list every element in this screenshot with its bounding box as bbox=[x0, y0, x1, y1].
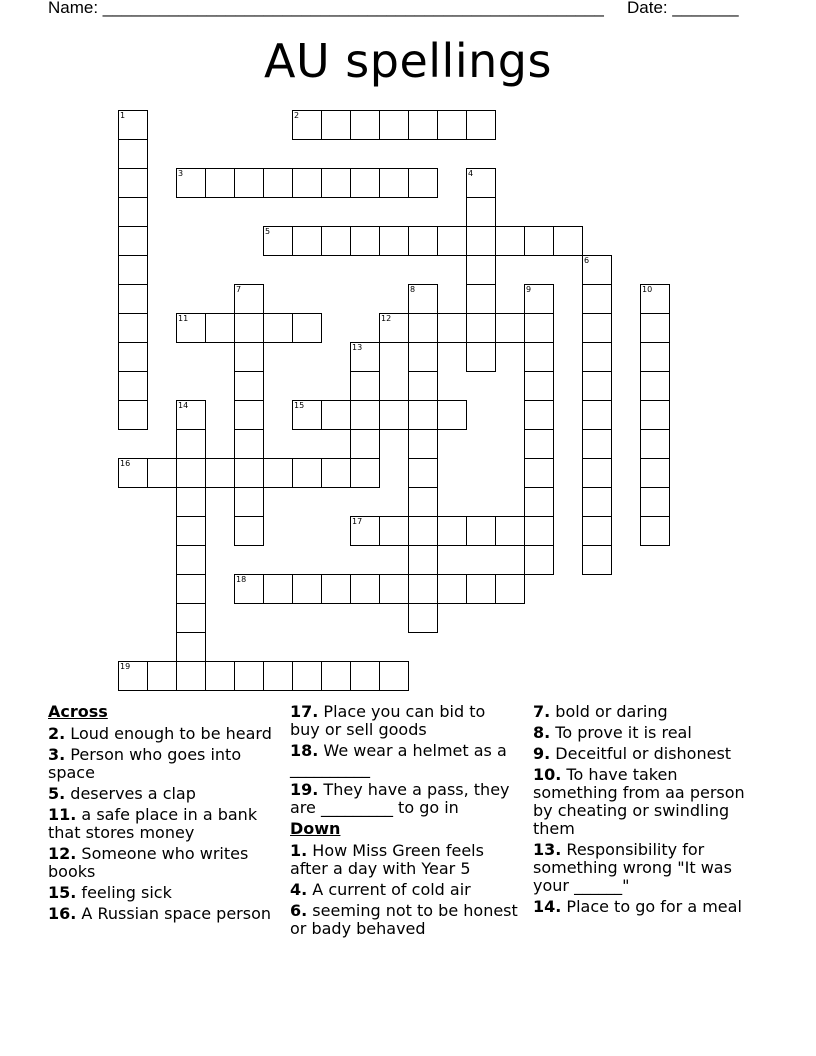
clue-item bbox=[533, 703, 758, 721]
grid-cell[interactable] bbox=[466, 516, 496, 546]
grid-cell[interactable] bbox=[292, 661, 322, 691]
grid-cell[interactable] bbox=[176, 487, 206, 517]
grid-cell[interactable] bbox=[582, 400, 612, 430]
grid-cell[interactable] bbox=[524, 371, 554, 401]
grid-cell[interactable] bbox=[582, 255, 612, 285]
clue-number: 16 bbox=[120, 459, 131, 468]
grid-cell[interactable] bbox=[408, 574, 438, 604]
grid-cell[interactable] bbox=[408, 458, 438, 488]
grid-cell[interactable] bbox=[234, 661, 264, 691]
clue-text: Someone who writes books bbox=[48, 844, 249, 881]
grid-cell[interactable] bbox=[118, 255, 148, 285]
grid-cell[interactable] bbox=[118, 400, 148, 430]
clue-item bbox=[48, 785, 276, 803]
grid-cell[interactable] bbox=[118, 284, 148, 314]
clue-item bbox=[48, 746, 276, 782]
grid-cell[interactable] bbox=[466, 574, 496, 604]
clue-item bbox=[290, 842, 520, 878]
grid-cell[interactable] bbox=[292, 168, 322, 198]
grid-cell[interactable] bbox=[524, 342, 554, 372]
grid-cell[interactable] bbox=[640, 516, 670, 546]
grid-cell[interactable] bbox=[495, 574, 525, 604]
clue-item bbox=[533, 841, 758, 895]
grid-cell[interactable] bbox=[234, 168, 264, 198]
grid-cell[interactable] bbox=[408, 371, 438, 401]
grid-cell[interactable] bbox=[524, 516, 554, 546]
grid-cell[interactable] bbox=[176, 603, 206, 633]
clue-number: 2 bbox=[294, 111, 300, 120]
grid-cell[interactable] bbox=[408, 342, 438, 372]
clue-number: 19 bbox=[120, 662, 131, 671]
clue-number: 1 bbox=[120, 111, 126, 120]
grid-cell[interactable] bbox=[466, 313, 496, 343]
clue-number: 17 bbox=[352, 517, 363, 526]
clue-number-label: 1. bbox=[290, 841, 308, 860]
grid-cell[interactable] bbox=[582, 313, 612, 343]
grid-cell[interactable] bbox=[408, 313, 438, 343]
clue-number-label: 4. bbox=[290, 880, 308, 899]
clue-number-label: 14. bbox=[533, 897, 562, 916]
clue-number-label: 8. bbox=[533, 723, 551, 742]
grid-cell[interactable] bbox=[176, 400, 206, 430]
grid-cell[interactable] bbox=[234, 371, 264, 401]
grid-cell[interactable] bbox=[379, 661, 409, 691]
grid-cell[interactable] bbox=[582, 516, 612, 546]
grid-cell[interactable] bbox=[408, 603, 438, 633]
grid-cell[interactable] bbox=[582, 429, 612, 459]
grid-cell[interactable] bbox=[379, 400, 409, 430]
clue-number: 5 bbox=[265, 227, 271, 236]
grid-cell[interactable] bbox=[292, 226, 322, 256]
clue-number-label: 2. bbox=[48, 724, 66, 743]
clue-number-label: 3. bbox=[48, 745, 66, 764]
grid-cell[interactable] bbox=[350, 429, 380, 459]
grid-cell[interactable] bbox=[408, 545, 438, 575]
grid-cell[interactable] bbox=[379, 516, 409, 546]
clue-item bbox=[533, 898, 758, 916]
clue-text: To prove it is real bbox=[550, 723, 692, 742]
clue-number: 6 bbox=[584, 256, 590, 265]
clue-number: 11 bbox=[178, 314, 189, 323]
clue-item bbox=[48, 845, 276, 881]
grid-cell[interactable] bbox=[350, 516, 380, 546]
clue-text: How Miss Green feels after a day with Year 5 bbox=[290, 841, 484, 878]
grid-cell[interactable] bbox=[408, 429, 438, 459]
grid-cell[interactable] bbox=[524, 429, 554, 459]
grid-cell[interactable] bbox=[118, 110, 148, 140]
clue-text: Deceitful or dishonest bbox=[550, 744, 732, 763]
grid-cell[interactable] bbox=[147, 661, 177, 691]
clue-text: A current of cold air bbox=[307, 880, 471, 899]
grid-cell[interactable] bbox=[379, 110, 409, 140]
grid-cell[interactable] bbox=[176, 545, 206, 575]
date-field: Date: _______ bbox=[627, 0, 739, 17]
grid-cell[interactable] bbox=[292, 110, 322, 140]
grid-cell[interactable] bbox=[640, 371, 670, 401]
clue-number-label: 5. bbox=[48, 784, 66, 803]
grid-cell[interactable] bbox=[640, 487, 670, 517]
grid-cell[interactable] bbox=[234, 574, 264, 604]
grid-cell[interactable] bbox=[495, 313, 525, 343]
grid-cell[interactable] bbox=[437, 226, 467, 256]
grid-cell[interactable] bbox=[176, 458, 206, 488]
grid-cell[interactable] bbox=[321, 661, 351, 691]
grid-cell[interactable] bbox=[118, 371, 148, 401]
grid-cell[interactable] bbox=[553, 226, 583, 256]
clue-number-label: 18. bbox=[290, 741, 319, 760]
clue-text: a safe place in a bank that stores money bbox=[48, 805, 258, 842]
grid-cell[interactable] bbox=[176, 632, 206, 662]
clue-number-label: 16. bbox=[48, 904, 77, 923]
grid-cell[interactable] bbox=[437, 110, 467, 140]
grid-cell[interactable] bbox=[263, 313, 293, 343]
clue-number: 12 bbox=[381, 314, 392, 323]
clue-number-label: 9. bbox=[533, 744, 551, 763]
clue-number-label: 19. bbox=[290, 780, 319, 799]
grid-cell[interactable] bbox=[466, 226, 496, 256]
grid-cell[interactable] bbox=[495, 226, 525, 256]
clue-text: Place to go for a meal bbox=[561, 897, 742, 916]
grid-cell[interactable] bbox=[640, 313, 670, 343]
grid-cell[interactable] bbox=[582, 371, 612, 401]
clue-number-label: 6. bbox=[290, 901, 308, 920]
grid-cell[interactable] bbox=[524, 487, 554, 517]
clue-text: Person who goes into space bbox=[48, 745, 242, 782]
clue-item bbox=[533, 766, 758, 838]
grid-cell[interactable] bbox=[640, 284, 670, 314]
grid-cell[interactable] bbox=[292, 574, 322, 604]
grid-cell[interactable] bbox=[205, 661, 235, 691]
grid-cell[interactable] bbox=[234, 284, 264, 314]
clue-text: They have a pass, they are _________ to go in bbox=[290, 780, 510, 817]
grid-cell[interactable] bbox=[350, 110, 380, 140]
grid-cell[interactable] bbox=[437, 313, 467, 343]
clue-item bbox=[290, 742, 520, 778]
grid-cell[interactable] bbox=[350, 458, 380, 488]
grid-cell[interactable] bbox=[408, 400, 438, 430]
grid-cell[interactable] bbox=[118, 197, 148, 227]
grid-cell[interactable] bbox=[466, 197, 496, 227]
grid-cell[interactable] bbox=[321, 400, 351, 430]
grid-cell[interactable] bbox=[205, 458, 235, 488]
clues-column-1 bbox=[48, 703, 276, 926]
clue-text: feeling sick bbox=[76, 883, 172, 902]
grid-cell[interactable] bbox=[321, 226, 351, 256]
grid-cell[interactable] bbox=[582, 545, 612, 575]
grid-cell[interactable] bbox=[437, 516, 467, 546]
grid-cell[interactable] bbox=[640, 458, 670, 488]
grid-cell[interactable] bbox=[408, 226, 438, 256]
grid-cell[interactable] bbox=[466, 110, 496, 140]
clue-number-label: 17. bbox=[290, 702, 319, 721]
grid-cell[interactable] bbox=[466, 255, 496, 285]
grid-cell[interactable] bbox=[292, 458, 322, 488]
grid-cell[interactable] bbox=[234, 458, 264, 488]
grid-cell[interactable] bbox=[524, 313, 554, 343]
grid-cell[interactable] bbox=[263, 226, 293, 256]
grid-cell[interactable] bbox=[350, 574, 380, 604]
clue-number: 14 bbox=[178, 401, 189, 410]
clue-item bbox=[48, 905, 276, 923]
grid-cell[interactable] bbox=[176, 661, 206, 691]
clues-column-3 bbox=[533, 703, 758, 919]
grid-cell[interactable] bbox=[263, 458, 293, 488]
grid-cell[interactable] bbox=[524, 458, 554, 488]
grid-cell[interactable] bbox=[408, 110, 438, 140]
grid-cell[interactable] bbox=[263, 574, 293, 604]
grid-cell[interactable] bbox=[205, 168, 235, 198]
grid-cell[interactable] bbox=[350, 168, 380, 198]
grid-cell[interactable] bbox=[292, 313, 322, 343]
clue-number: 15 bbox=[294, 401, 305, 410]
grid-cell[interactable] bbox=[495, 516, 525, 546]
clue-number: 7 bbox=[236, 285, 242, 294]
grid-cell[interactable] bbox=[176, 429, 206, 459]
grid-cell[interactable] bbox=[379, 226, 409, 256]
grid-cell[interactable] bbox=[292, 400, 322, 430]
clue-number-label: 13. bbox=[533, 840, 562, 859]
grid-cell[interactable] bbox=[640, 342, 670, 372]
clue-item bbox=[48, 725, 276, 743]
grid-cell[interactable] bbox=[582, 487, 612, 517]
grid-cell[interactable] bbox=[379, 574, 409, 604]
grid-cell[interactable] bbox=[466, 168, 496, 198]
grid-cell[interactable] bbox=[118, 458, 148, 488]
grid-cell[interactable] bbox=[176, 168, 206, 198]
clue-number: 8 bbox=[410, 285, 416, 294]
grid-cell[interactable] bbox=[147, 458, 177, 488]
across-heading: Across bbox=[48, 702, 108, 721]
grid-cell[interactable] bbox=[408, 168, 438, 198]
grid-cell[interactable] bbox=[176, 313, 206, 343]
clue-number-label: 15. bbox=[48, 883, 77, 902]
clue-number: 4 bbox=[468, 169, 474, 178]
clue-text: We wear a helmet as a __________ bbox=[290, 741, 507, 778]
clues-column-2 bbox=[290, 703, 520, 941]
grid-cell[interactable] bbox=[118, 168, 148, 198]
clue-number-label: 12. bbox=[48, 844, 77, 863]
grid-cell[interactable] bbox=[234, 429, 264, 459]
clue-item bbox=[290, 881, 520, 899]
grid-cell[interactable] bbox=[379, 313, 409, 343]
grid-cell[interactable] bbox=[118, 226, 148, 256]
grid-cell[interactable] bbox=[118, 661, 148, 691]
clue-text: Loud enough to be heard bbox=[65, 724, 272, 743]
grid-cell[interactable] bbox=[234, 487, 264, 517]
clue-number-label: 10. bbox=[533, 765, 562, 784]
grid-cell[interactable] bbox=[466, 284, 496, 314]
clue-number-label: 11. bbox=[48, 805, 77, 824]
grid-cell[interactable] bbox=[350, 400, 380, 430]
clue-item bbox=[48, 884, 276, 902]
grid-cell[interactable] bbox=[205, 313, 235, 343]
clue-number: 3 bbox=[178, 169, 184, 178]
grid-cell[interactable] bbox=[582, 284, 612, 314]
clue-number: 9 bbox=[526, 285, 532, 294]
down-heading: Down bbox=[290, 819, 341, 838]
grid-cell[interactable] bbox=[350, 226, 380, 256]
grid-cell[interactable] bbox=[321, 458, 351, 488]
grid-cell[interactable] bbox=[524, 284, 554, 314]
grid-cell[interactable] bbox=[118, 313, 148, 343]
grid-cell[interactable] bbox=[234, 516, 264, 546]
clue-item bbox=[533, 724, 758, 742]
clue-item bbox=[290, 781, 520, 817]
clue-text: Place you can bid to buy or sell goods bbox=[290, 702, 486, 739]
grid-cell[interactable] bbox=[524, 545, 554, 575]
clue-number: 13 bbox=[352, 343, 363, 352]
grid-cell[interactable] bbox=[408, 487, 438, 517]
grid-cell[interactable] bbox=[176, 574, 206, 604]
clue-number-label: 7. bbox=[533, 702, 551, 721]
clue-text: seeming not to be honest or bady behaved bbox=[290, 901, 518, 938]
grid-cell[interactable] bbox=[350, 342, 380, 372]
page-title: AU spellings bbox=[264, 34, 552, 88]
grid-cell[interactable] bbox=[466, 342, 496, 372]
grid-cell[interactable] bbox=[321, 574, 351, 604]
grid-cell[interactable] bbox=[176, 516, 206, 546]
grid-cell[interactable] bbox=[234, 313, 264, 343]
grid-cell[interactable] bbox=[408, 516, 438, 546]
clue-number: 18 bbox=[236, 575, 247, 584]
grid-cell[interactable] bbox=[118, 139, 148, 169]
grid-cell[interactable] bbox=[118, 342, 148, 372]
grid-cell[interactable] bbox=[234, 342, 264, 372]
grid-cell[interactable] bbox=[524, 226, 554, 256]
clue-item bbox=[48, 806, 276, 842]
grid-cell[interactable] bbox=[408, 284, 438, 314]
clue-text: deserves a clap bbox=[65, 784, 196, 803]
grid-cell[interactable] bbox=[582, 342, 612, 372]
grid-cell[interactable] bbox=[263, 661, 293, 691]
clue-item bbox=[290, 902, 520, 938]
clue-number: 10 bbox=[642, 285, 653, 294]
grid-cell[interactable] bbox=[350, 371, 380, 401]
grid-cell[interactable] bbox=[437, 574, 467, 604]
name-field: Name: _____________________________________________________ bbox=[48, 0, 604, 17]
grid-cell[interactable] bbox=[321, 168, 351, 198]
grid-cell[interactable] bbox=[524, 400, 554, 430]
clue-text: bold or daring bbox=[550, 702, 668, 721]
grid-cell[interactable] bbox=[582, 458, 612, 488]
clue-text: To have taken something from aa person by cheating or swindling them bbox=[533, 765, 745, 838]
grid-cell[interactable] bbox=[234, 400, 264, 430]
clue-text: Responsibility for something wrong "It was your ______" bbox=[533, 840, 732, 895]
clue-item bbox=[533, 745, 758, 763]
grid-cell[interactable] bbox=[321, 110, 351, 140]
grid-cell[interactable] bbox=[640, 400, 670, 430]
grid-cell[interactable] bbox=[379, 168, 409, 198]
grid-cell[interactable] bbox=[263, 168, 293, 198]
grid-cell[interactable] bbox=[640, 429, 670, 459]
grid-cell[interactable] bbox=[437, 400, 467, 430]
clue-item bbox=[290, 703, 520, 739]
grid-cell[interactable] bbox=[350, 661, 380, 691]
clue-text: A Russian space person bbox=[76, 904, 272, 923]
